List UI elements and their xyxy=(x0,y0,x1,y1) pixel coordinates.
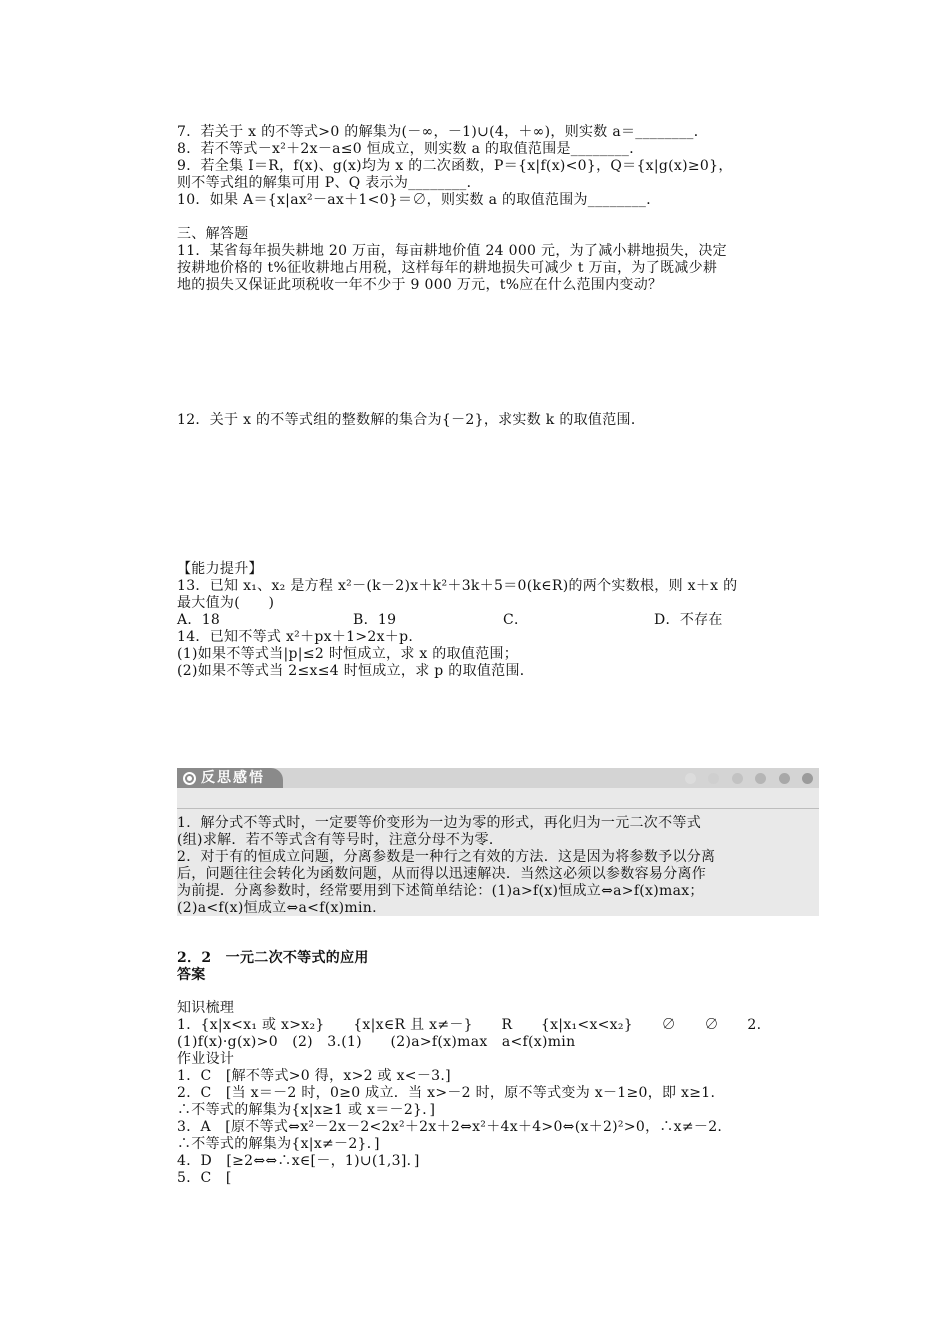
decorative-dots xyxy=(677,772,813,788)
reflection-line-4: 后，问题往往会转化为函数问题，从而得以迅速解决．当然这必须以参数容易分离作 xyxy=(177,866,707,882)
question-9-line-1: 9．若全集 I＝R，f(x)、g(x)均为 x 的二次函数，P＝{x|f(x)<0}，Q＝{x|g(x)≥0}， xyxy=(177,158,733,174)
dot-icon xyxy=(685,773,696,784)
option-d: D．不存在 xyxy=(654,612,723,628)
knowledge-title: 知识梳理 xyxy=(177,1000,235,1016)
answers-heading: 2．2 一元二次不等式的应用 xyxy=(177,950,369,966)
question-13-line-2: 最大值为( ) xyxy=(177,595,275,611)
dot-icon xyxy=(755,773,766,784)
homework-line-6: 4．D [≥2⇔⇔∴x∈[－，1)∪(1,3]．] xyxy=(177,1153,420,1169)
reflection-line-5: 为前提．分离参数时，经常要用到下述简单结论：(1)a>f(x)恒成立⇔a>f(x)max； xyxy=(177,883,704,899)
dot-icon xyxy=(732,773,743,784)
reflection-line-6: (2)a<f(x)恒成立⇔a<f(x)min. xyxy=(177,900,377,916)
reflection-line-2: (组)求解．若不等式含有等号时，注意分母不为零． xyxy=(177,832,504,848)
option-c: C． xyxy=(503,612,529,628)
homework-line-7: 5．C [ xyxy=(177,1170,232,1186)
section-title-answers: 三、解答题 xyxy=(177,226,249,242)
reflection-panel-header xyxy=(177,768,819,788)
reflection-line-1: 1．解分式不等式时，一定要等价变形为一边为零的形式，再化归为一元二次不等式 xyxy=(177,815,702,831)
homework-line-4: 3．A [原不等式⇔x²－2x－2<2x²＋2x＋2⇔x²＋4x＋4>0⇔(x＋2)²>0，∴x≠－2. xyxy=(177,1119,723,1135)
question-14-line-1: 14．已知不等式 x²＋px＋1>2x＋p. xyxy=(177,629,414,645)
question-9-line-2: 则不等式组的解集可用 P、Q 表示为________． xyxy=(177,175,481,191)
reflection-line-3: 2．对于有的恒成立问题，分离参数是一种行之有效的方法．这是因为将参数予以分离 xyxy=(177,849,716,865)
question-14-line-3: (2)如果不等式当 2≤x≤4 时恒成立，求 p 的取值范围． xyxy=(177,663,535,679)
reflection-title: 反思感悟 xyxy=(201,770,265,786)
dot-icon xyxy=(708,773,719,784)
ability-title: 【能力提升】 xyxy=(177,561,263,577)
homework-line-5: ∴不等式的解集为{x|x≠－2}．] xyxy=(177,1136,380,1152)
target-circle-icon xyxy=(183,772,196,785)
reflection-tab xyxy=(177,768,283,788)
answers-label: 答案 xyxy=(177,967,206,983)
panel-divider xyxy=(177,808,819,809)
knowledge-line-2: (1)f(x)·g(x)>0 (2) 3.(1) (2)a>f(x)max a<f(x)min xyxy=(177,1034,576,1050)
question-11-line-3: 地的损失又保证此项税收一年不少于 9 000 万元，t%应在什么范围内变动？ xyxy=(177,277,663,293)
option-a: A．18 xyxy=(177,612,221,628)
question-7: 7．若关于 x 的不等式>0 的解集为(－∞，－1)∪(4，＋∞)，则实数 a＝________． xyxy=(177,124,709,140)
reflection-panel xyxy=(177,768,819,916)
option-b: B．19 xyxy=(353,612,397,628)
question-8: 8．若不等式－x²＋2x－a≤0 恒成立，则实数 a 的取值范围是________． xyxy=(177,141,644,157)
dot-icon xyxy=(779,773,790,784)
question-10: 10．如果 A＝{x|ax²－ax＋1<0}＝∅，则实数 a 的取值范围为________． xyxy=(177,192,661,208)
homework-title: 作业设计 xyxy=(177,1051,235,1067)
homework-line-2: 2．C [当 x＝－2 时，0≥0 成立．当 x>－2 时，原不等式变为 x－1≥0，即 x≥1. xyxy=(177,1085,716,1101)
dot-icon xyxy=(802,773,813,784)
question-11-line-1: 11．某省每年损失耕地 20 万亩，每亩耕地价值 24 000 元，为了减小耕地损失，决定 xyxy=(177,243,727,259)
homework-line-3: ∴不等式的解集为{x|x≥1 或 x＝－2}．] xyxy=(177,1102,436,1118)
homework-line-1: 1．C [解不等式>0 得，x>2 或 x<－3.] xyxy=(177,1068,451,1084)
knowledge-line-1: 1．{x|x<x₁ 或 x>x₂} {x|x∈R 且 x≠－} R {x|x₁<x<x₂} ∅ ∅ 2. xyxy=(177,1017,762,1033)
question-11-line-2: 按耕地价格的 t%征收耕地占用税，这样每年的耕地损失可减少 t 万亩，为了既减少耕 xyxy=(177,260,718,276)
question-13-line-1: 13．已知 x₁、x₂ 是方程 x²－(k－2)x＋k²＋3k＋5＝0(k∈R)的两个实数根，则 x＋x 的 xyxy=(177,578,738,594)
question-14-line-2: (1)如果不等式当|p|≤2 时恒成立，求 x 的取值范围； xyxy=(177,646,519,662)
question-12: 12．关于 x 的不等式组的整数解的集合为{－2}，求实数 k 的取值范围． xyxy=(177,412,646,428)
